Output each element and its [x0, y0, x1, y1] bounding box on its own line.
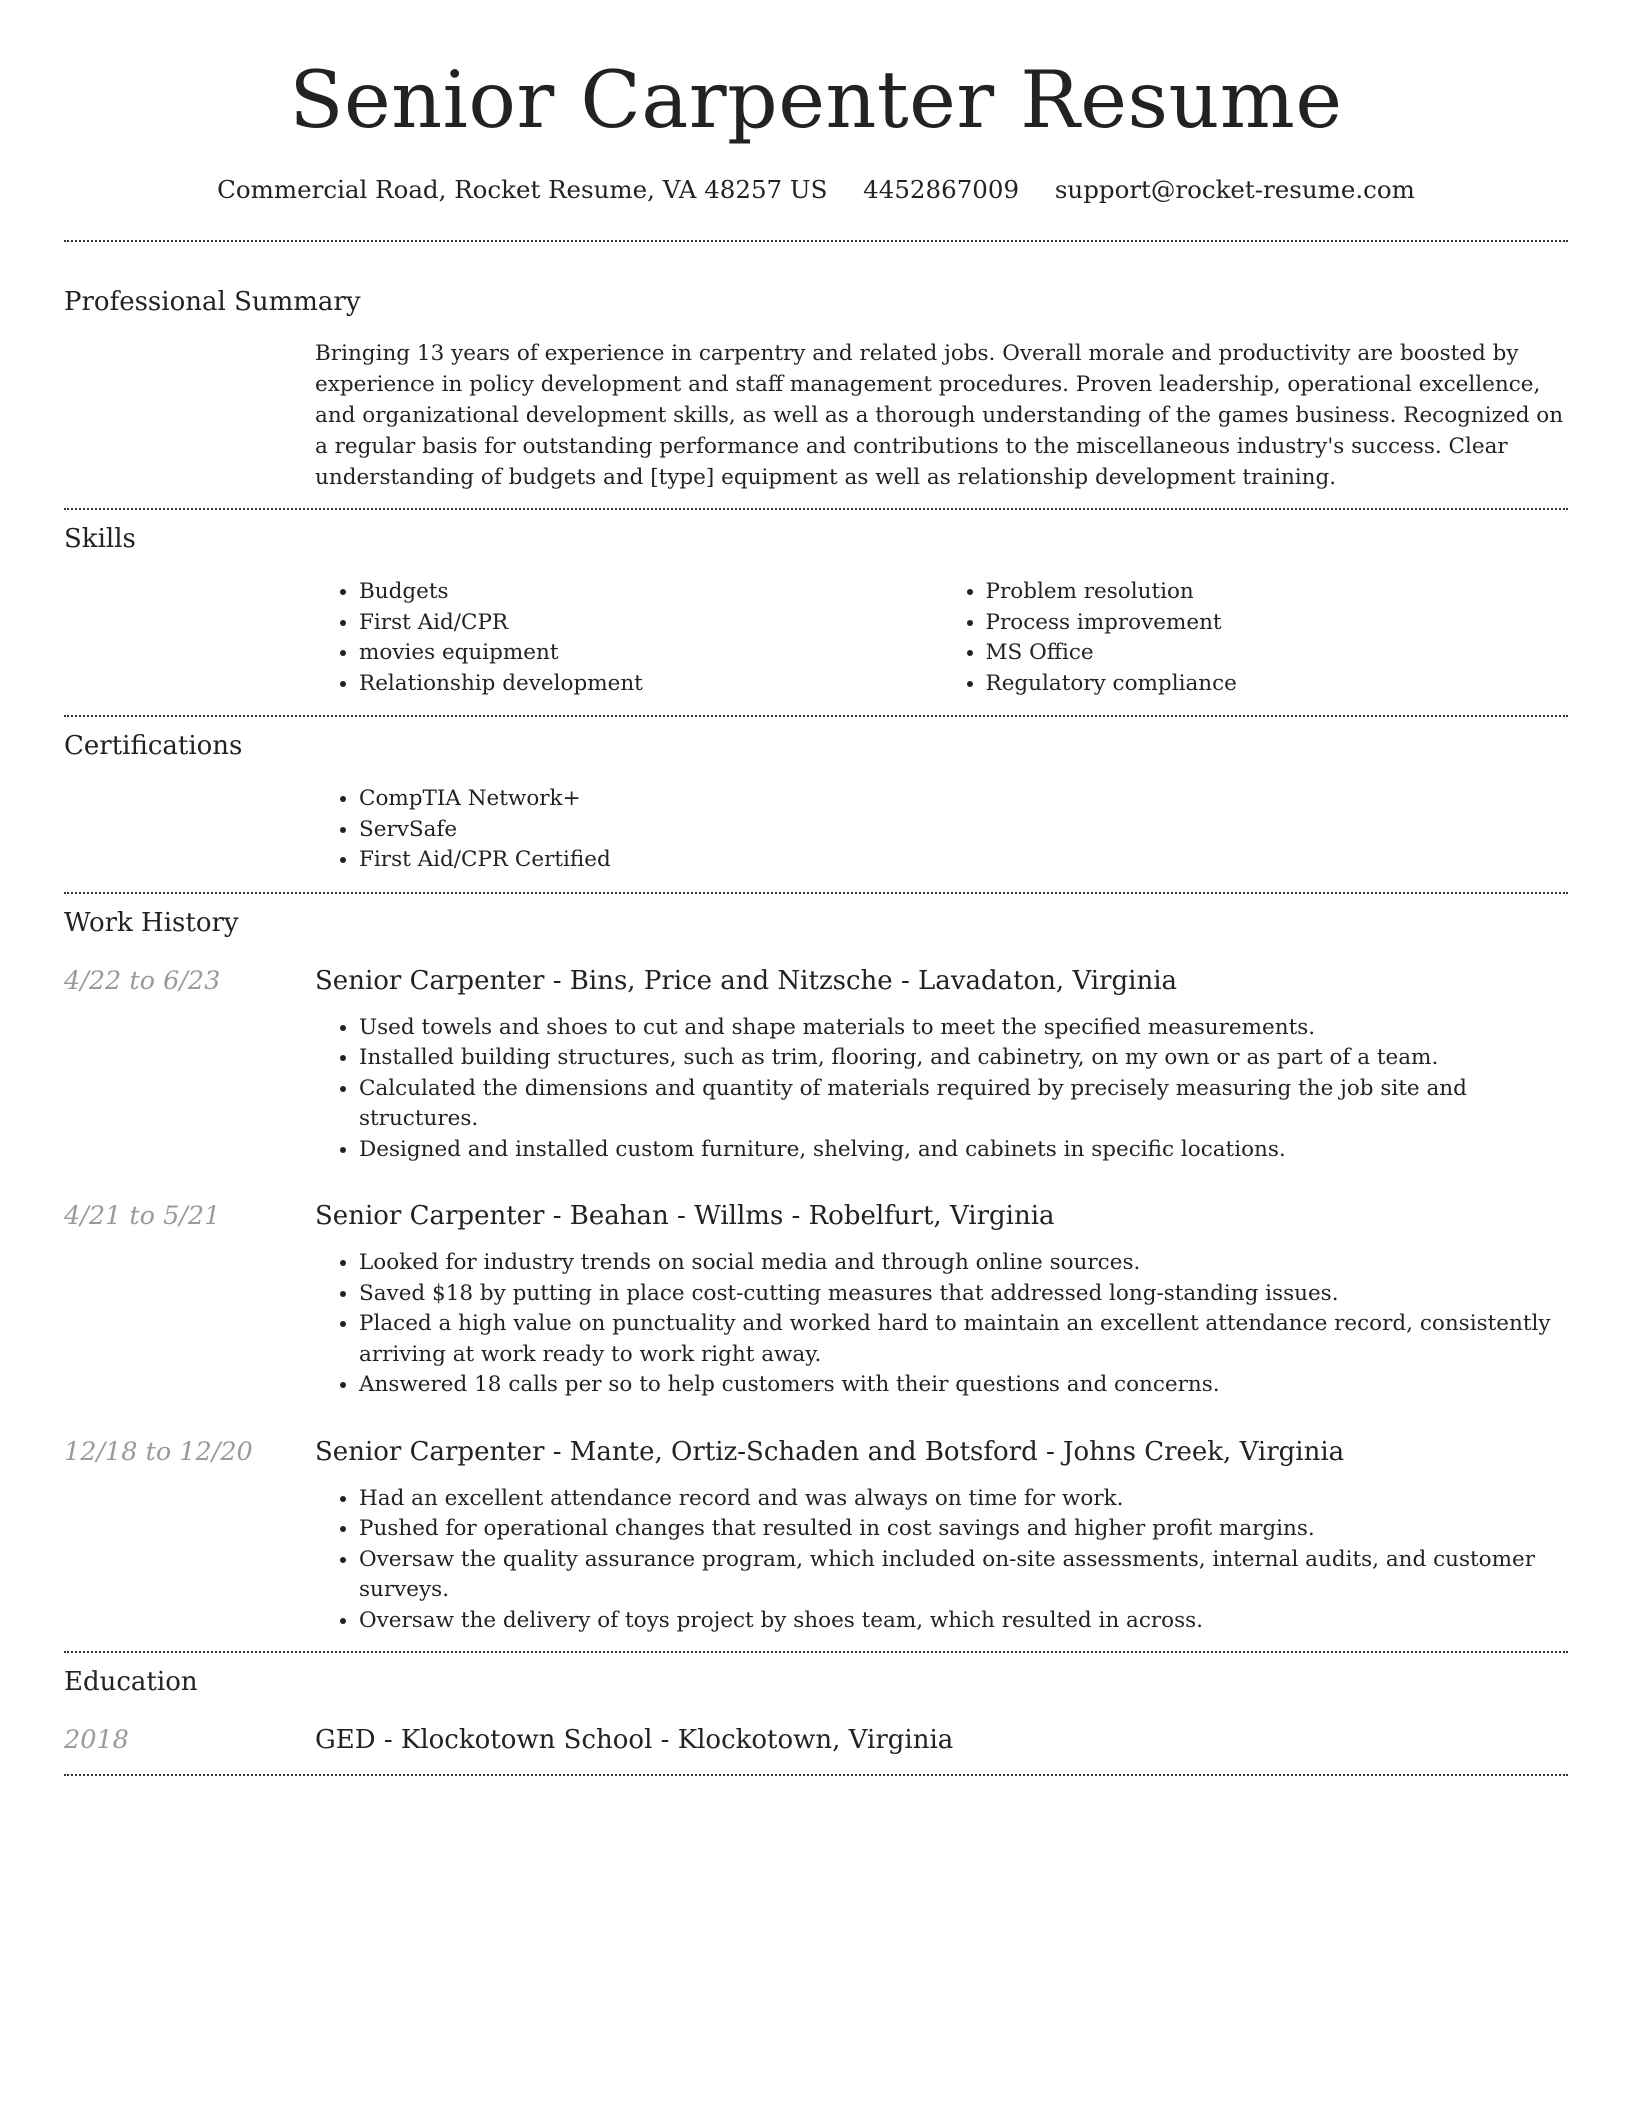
list-item: • Oversaw the quality assurance program, which included on-site assessments, internal audits, and customer surveys. — [359, 1545, 1568, 1606]
contact-phone: 4452867009 — [863, 175, 1020, 204]
skills-column-left — [315, 577, 942, 699]
list-item: • Oversaw the delivery of toys project by shoes team, which resulted in across. — [359, 1606, 1568, 1637]
education-heading: Education — [64, 1667, 198, 1697]
divider — [64, 1651, 1568, 1653]
job-title: Senior Carpenter - Bins, Price and Nitzsche - Lavadaton, Virginia — [315, 965, 1178, 996]
list-item: • MS Office — [986, 638, 1569, 669]
skills-list — [315, 577, 1568, 699]
job-title: Senior Carpenter - Beahan - Willms - Robelfurt, Virginia — [315, 1201, 1055, 1231]
list-item: • Calculated the dimensions and quantity of materials required by precisely measuring the job site and structures. — [359, 1074, 1568, 1135]
list-item: • Problem resolution — [986, 577, 1569, 608]
list-item: • Looked for industry trends on social media and through online sources. — [359, 1248, 1568, 1279]
list-item: • ServSafe — [359, 815, 1568, 846]
skills-section — [64, 523, 1568, 699]
job-entry — [64, 965, 1568, 1166]
job-bullets — [315, 1013, 1568, 1166]
divider — [64, 240, 1568, 242]
summary-text: Bringing 13 years of experience in carpentry and related jobs. Overall morale and productivity are boosted by experience in policy development and staff management procedures. Proven leadership, operational excellence, and organizational development skills, as well as a thorough understanding of the games business. Recognized on a regular basis for outstanding performance and contributions to the miscellaneous industry's success. Clear understanding of budgets and [type] equipment as well as relationship development training. — [315, 341, 1564, 490]
certifications-heading: Certifications — [64, 731, 243, 761]
list-item: • Designed and installed custom furniture, shelving, and cabinets in specific locations. — [359, 1135, 1568, 1166]
job-entry — [64, 1200, 1568, 1401]
education-title: GED - Klockotown School - Klockotown, Virginia — [315, 1725, 954, 1755]
work-heading: Work History — [64, 907, 239, 938]
job-date: 4/22 to 6/23 — [64, 965, 221, 996]
list-item: • First Aid/CPR — [359, 608, 942, 639]
job-date: 4/21 to 5/21 — [64, 1201, 221, 1231]
list-item: • Process improvement — [986, 608, 1569, 639]
job-entry — [64, 1436, 1568, 1637]
certifications-list — [315, 784, 1568, 876]
skills-column-right — [942, 577, 1569, 699]
list-item: • First Aid/CPR Certified — [359, 845, 1568, 876]
list-item: • CompTIA Network+ — [359, 784, 1568, 815]
list-item: • Placed a high value on punctuality and worked hard to maintain an excellent attendance record, consistently arriving at work ready to work right away. — [359, 1309, 1568, 1370]
job-title: Senior Carpenter - Mante, Ortiz-Schaden and Botsford - Johns Creek, Virginia — [315, 1436, 1345, 1467]
certifications-items — [315, 784, 1568, 876]
list-item: • Had an excellent attendance record and was always on time for work. — [359, 1484, 1568, 1515]
list-item: • Pushed for operational changes that resulted in cost savings and higher profit margins. — [359, 1514, 1568, 1545]
education-entry — [64, 1724, 1568, 1756]
contact-email: support@rocket-resume.com — [1054, 175, 1415, 204]
page-title: Senior Carpenter Resume — [289, 54, 1343, 146]
resume-page — [64, 0, 1568, 1776]
skills-heading: Skills — [64, 524, 136, 554]
list-item: • Saved $18 by putting in place cost-cutting measures that addressed long-standing issues. — [359, 1279, 1568, 1310]
list-item: • Regulatory compliance — [986, 669, 1569, 700]
list-item: • Used towels and shoes to cut and shape materials to meet the specified measurements. — [359, 1013, 1568, 1044]
job-date: 12/18 to 12/20 — [64, 1436, 253, 1467]
list-item: • movies equipment — [359, 638, 942, 669]
divider — [64, 892, 1568, 894]
divider — [64, 508, 1568, 510]
list-item: • Budgets — [359, 577, 942, 608]
list-item: • Answered 18 calls per so to help customers with their questions and concerns. — [359, 1370, 1568, 1401]
job-bullets — [315, 1484, 1568, 1637]
divider — [64, 1774, 1568, 1776]
list-item: • Installed building structures, such as trim, flooring, and cabinetry, on my own or as part of a team. — [359, 1043, 1568, 1074]
job-bullets — [315, 1248, 1568, 1401]
summary-heading: Professional Summary — [64, 287, 361, 317]
divider — [64, 715, 1568, 717]
contact-address: Commercial Road, Rocket Resume, VA 48257 US — [217, 175, 828, 204]
list-item: • Relationship development — [359, 669, 942, 700]
work-section — [64, 907, 1568, 1637]
contact-line — [64, 174, 1568, 206]
education-section — [64, 1666, 1568, 1756]
summary-section — [64, 286, 1568, 493]
certifications-section — [64, 730, 1568, 876]
education-date: 2018 — [64, 1725, 129, 1755]
